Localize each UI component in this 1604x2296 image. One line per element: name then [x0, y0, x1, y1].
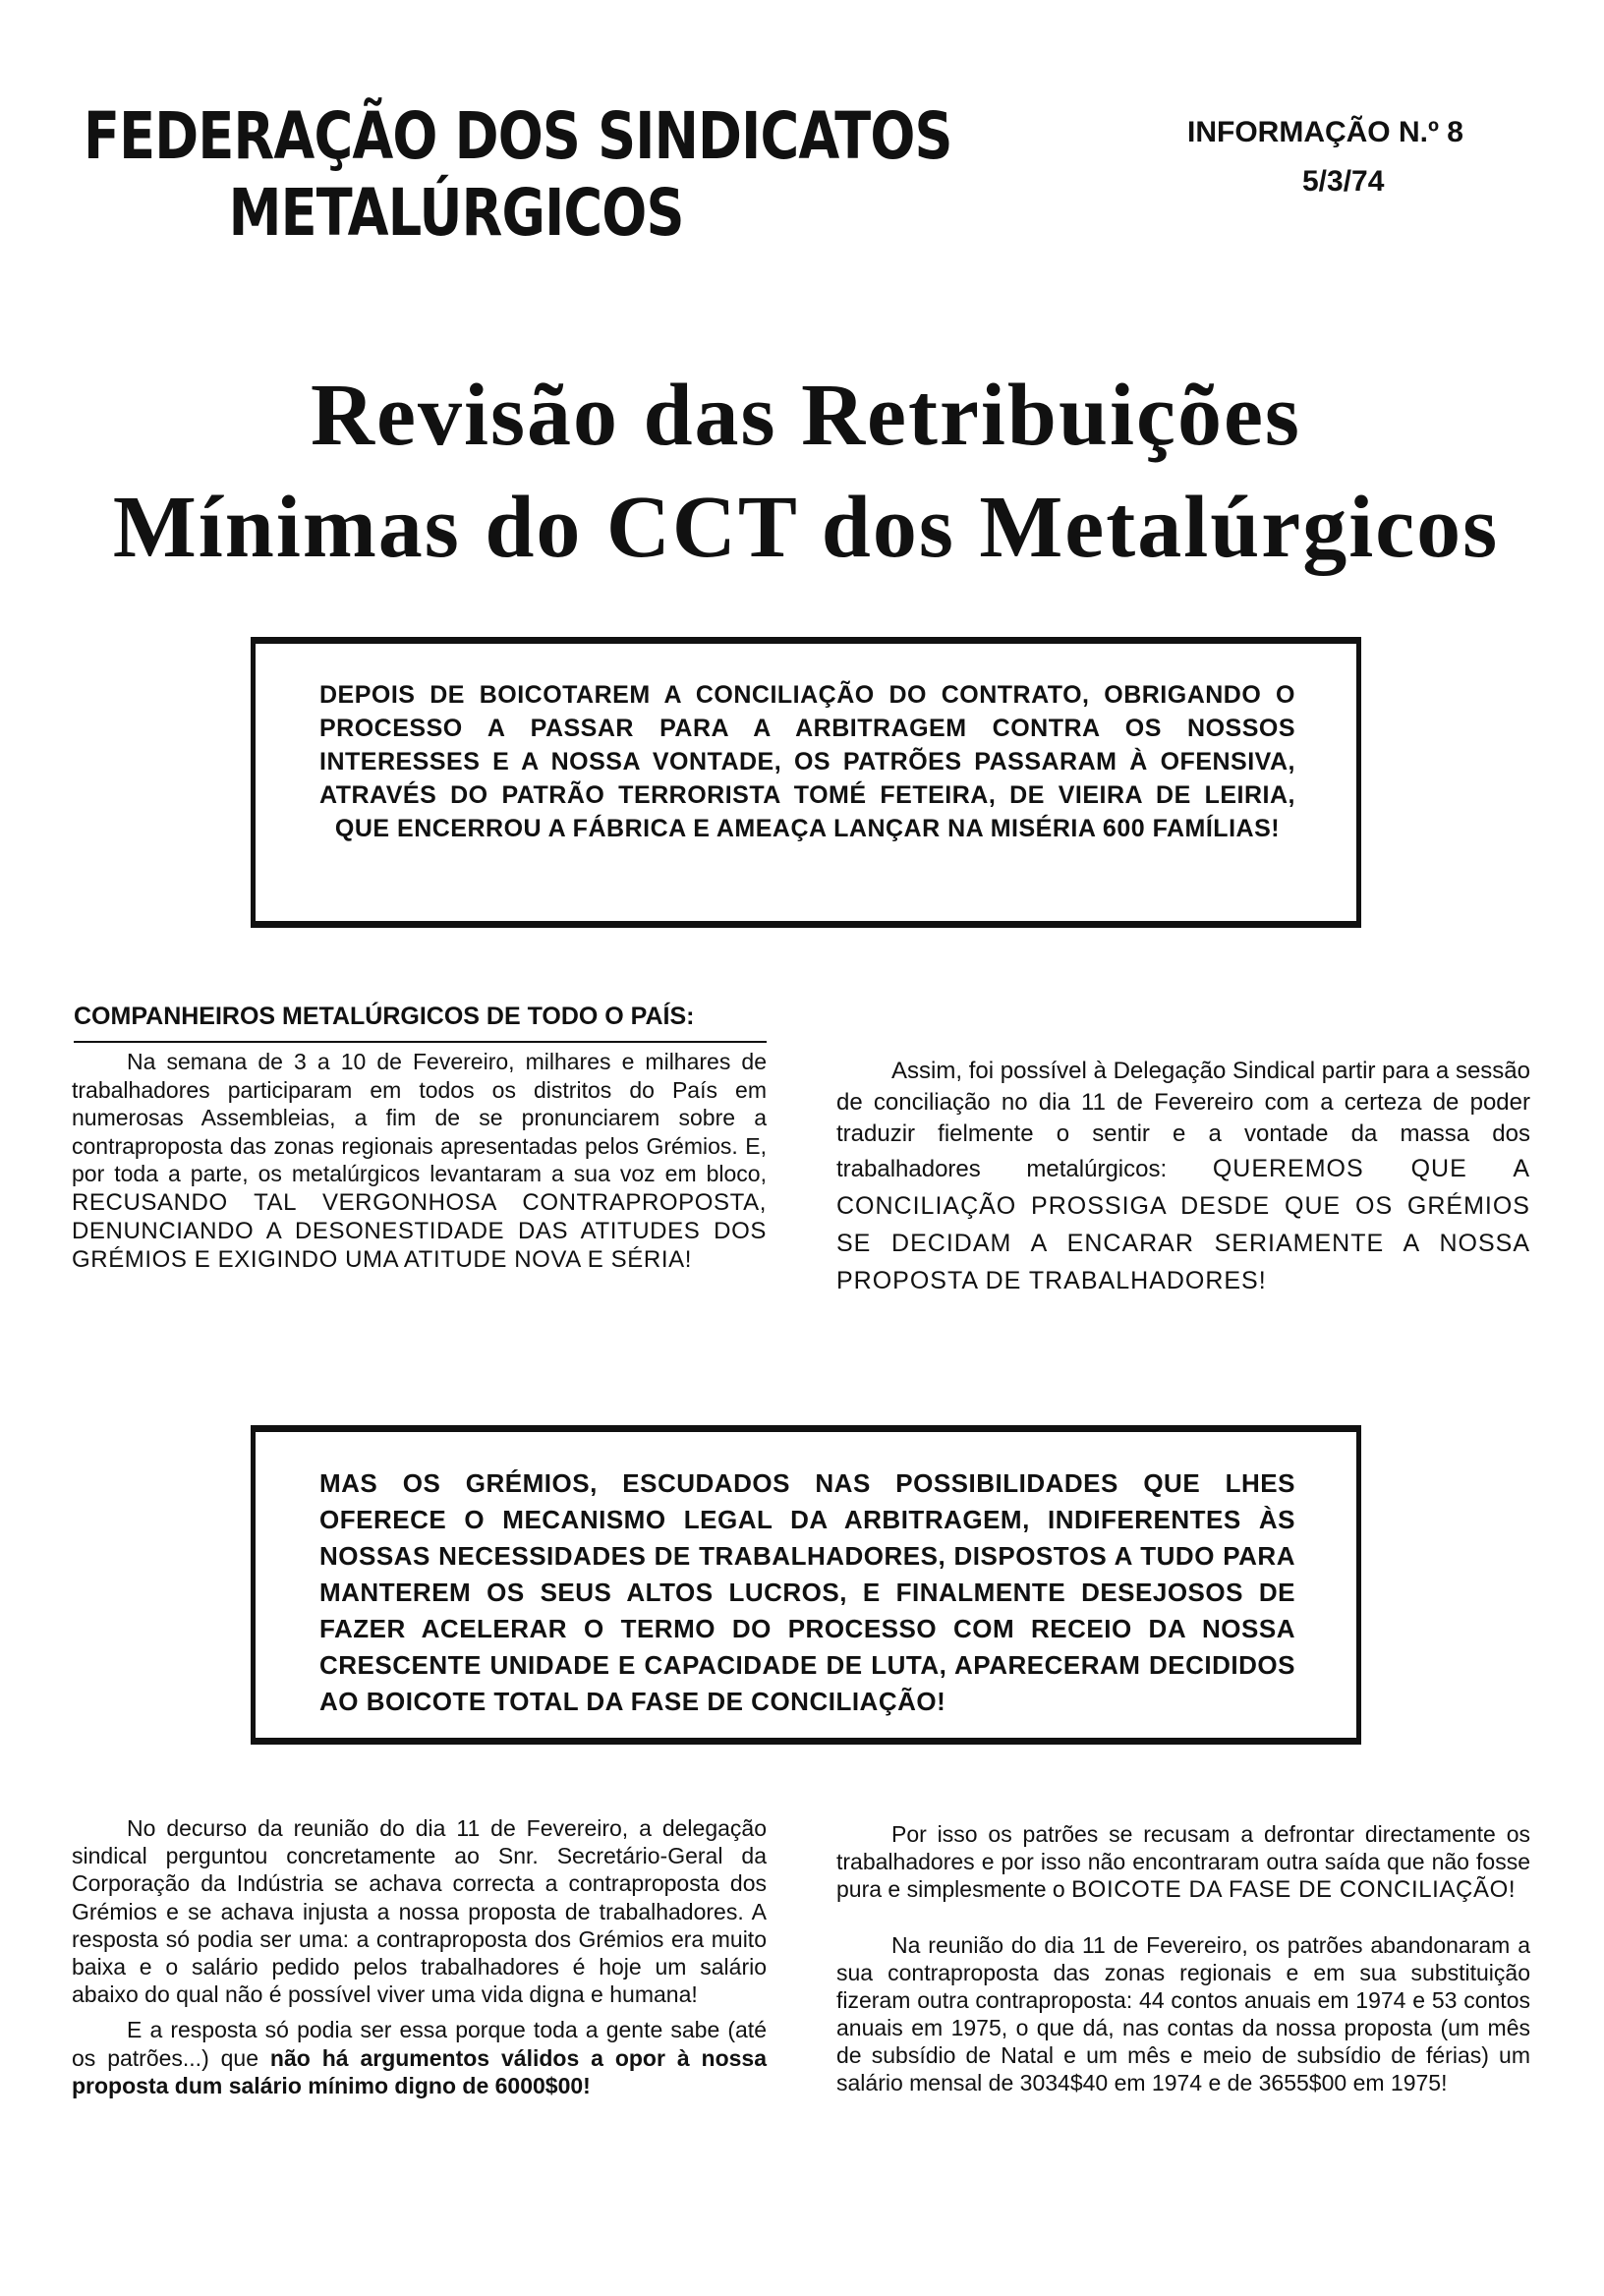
- column-3-paragraph-1: No decurso da reunião do dia 11 de Fevereiro, a delegação sindical perguntou concretamente ao Snr. Secretário-Geral da Corporação da Indústria se achava correcta a contraproposta dos Grémios e se achava injusta a nossa proposta de trabalhadores. A resposta só podia ser uma: a contraproposta dos Grémios era muito baixa e o salário pedido pelos trabalhadores é hoje um salário abaixo do qual não é possível viver uma vida digna e humana!: [72, 1815, 767, 2008]
- column-1-paragraph: [72, 1048, 767, 1274]
- headline-line2: Mínimas do CCT dos Metalúrgicos: [112, 479, 1500, 576]
- organization-name: [84, 98, 952, 252]
- column-4-caps-text: BOICOTE DA FASE DE CONCILIAÇÃO!: [1071, 1876, 1517, 1903]
- headline-line1: Revisão das Retribuições: [311, 367, 1301, 464]
- column-2-caps-text: QUEREMOS QUE A CONCILIAÇÃO PROSSIGA DESDE QUE OS GRÉMIOS SE DECIDAM A ENCARAR SERIAMENTE A NOSSA PROPOSTA DE TRABALHADORES!: [836, 1155, 1531, 1294]
- callout-box-2-text: MAS OS GRÉMIOS, ESCUDADOS NAS POSSIBILIDADES QUE LHES OFERECE O MECANISMO LEGAL DA ARBITRAGEM, INDIFERENTES ÀS NOSSAS NECESSIDADES DE TRABALHADORES, DISPOSTOS A TUDO PARA MANTEREM OS SEUS ALTOS LUCROS, E FINALMENTE DESEJOSOS DE FAZER ACELERAR O TERMO DO PROCESSO COM RECEIO DA NOSSA CRESCENTE UNIDADE E CAPACIDADE DE LUTA, APARECERAM DECIDIDOS AO BOICOTE TOTAL DA FASE DE CONCILIAÇÃO!: [319, 1468, 1295, 1716]
- column-1-text: Na semana de 3 a 10 de Fevereiro, milhares e milhares de trabalhadores participaram em todos os distritos do País em numerosas Assembleias, a fim de se pronunciarem sobre a contraproposta das zonas regionais apresentadas pelos Grémios. E, por toda a parte, os metalúrgicos levantaram a sua voz em bloco,: [72, 1049, 767, 1186]
- callout-box-2: [251, 1425, 1361, 1745]
- callout-box-1-text: DEPOIS DE BOICOTAREM A CONCILIAÇÃO DO CONTRATO, OBRIGANDO O PROCESSO A PASSAR PARA A ARBITRAGEM CONTRA OS NOSSOS INTERESSES E A NOSSA VONTADE, OS PATRÕES PASSARAM À OFENSIVA, ATRAVÉS DO PATRÃO TERRORISTA TOMÉ FETEIRA, DE VIEIRA DE LEIRIA, QUE ENCERROU A FÁBRICA E AMEAÇA LANÇAR NA MISÉRIA 600 FAMÍLIAS!: [319, 681, 1295, 842]
- callout-box-1: [251, 637, 1361, 928]
- column-4-paragraph-1: [836, 1820, 1530, 1904]
- column-3: [72, 1814, 767, 2099]
- column-1: [72, 1048, 767, 1274]
- column-3-bold-text: não há argumentos válidos a opor à nossa proposta dum salário mínimo digno de 6000$00!: [72, 2044, 767, 2098]
- bulletin-info: [1187, 110, 1463, 204]
- column-2-text: Assim, foi possível à Delegação Sindical partir para a sessão de conciliação no dia 11 de Fevereiro com a certeza de poder traduzir fielmente o sentir e a vontade da massa dos trabalhadores metalúrgicos:: [836, 1058, 1530, 1182]
- organization-name-line1: FEDERAÇÃO DOS SINDICATOS: [84, 98, 952, 174]
- column-1-caps-text: RECUSANDO TAL VERGONHOSA CONTRAPROPOSTA, DENUNCIANDO A DESONESTIDADE DAS ATITUDES DOS GRÉMIOS E EXIGINDO UMA ATITUDE NOVA E SÉRIA!: [72, 1188, 767, 1273]
- column-3-text: E a resposta só podia ser essa porque toda a gente sabe (até os patrões...) que: [72, 2017, 767, 2071]
- column-4-text: Por isso os patrões se recusam a defrontar directamente os trabalhadores e por isso não encontraram outra saída que não fosse pura e simplesmente o: [836, 1821, 1530, 1902]
- column-2: [836, 1056, 1530, 1299]
- bulletin-date: 5/3/74: [1302, 165, 1385, 198]
- column-3-paragraph-2: [72, 2016, 767, 2099]
- section-heading: COMPANHEIROS METALÚRGICOS DE TODO O PAÍS:: [74, 1000, 767, 1043]
- headline: [69, 360, 1543, 584]
- column-4: [836, 1820, 1530, 2096]
- organization-name-line2: METALÚRGICOS: [228, 175, 684, 251]
- column-4-paragraph-2: Na reunião do dia 11 de Fevereiro, os patrões abandonaram a sua contraproposta das zonas regionais e em sua substituição fizeram outra contraproposta: 44 contos anuais em 1974 e 53 contos anuais em 1975, o que dá, nas contas da nossa proposta (um mês de subsídio de Natal e um mês e meio de subsídio de férias) um salário mensal de 3034$40 em 1974 e de 3655$00 em 1975!: [836, 1932, 1530, 2095]
- column-2-paragraph: [836, 1056, 1530, 1299]
- bulletin-number: INFORMAÇÃO N.º 8: [1187, 116, 1463, 148]
